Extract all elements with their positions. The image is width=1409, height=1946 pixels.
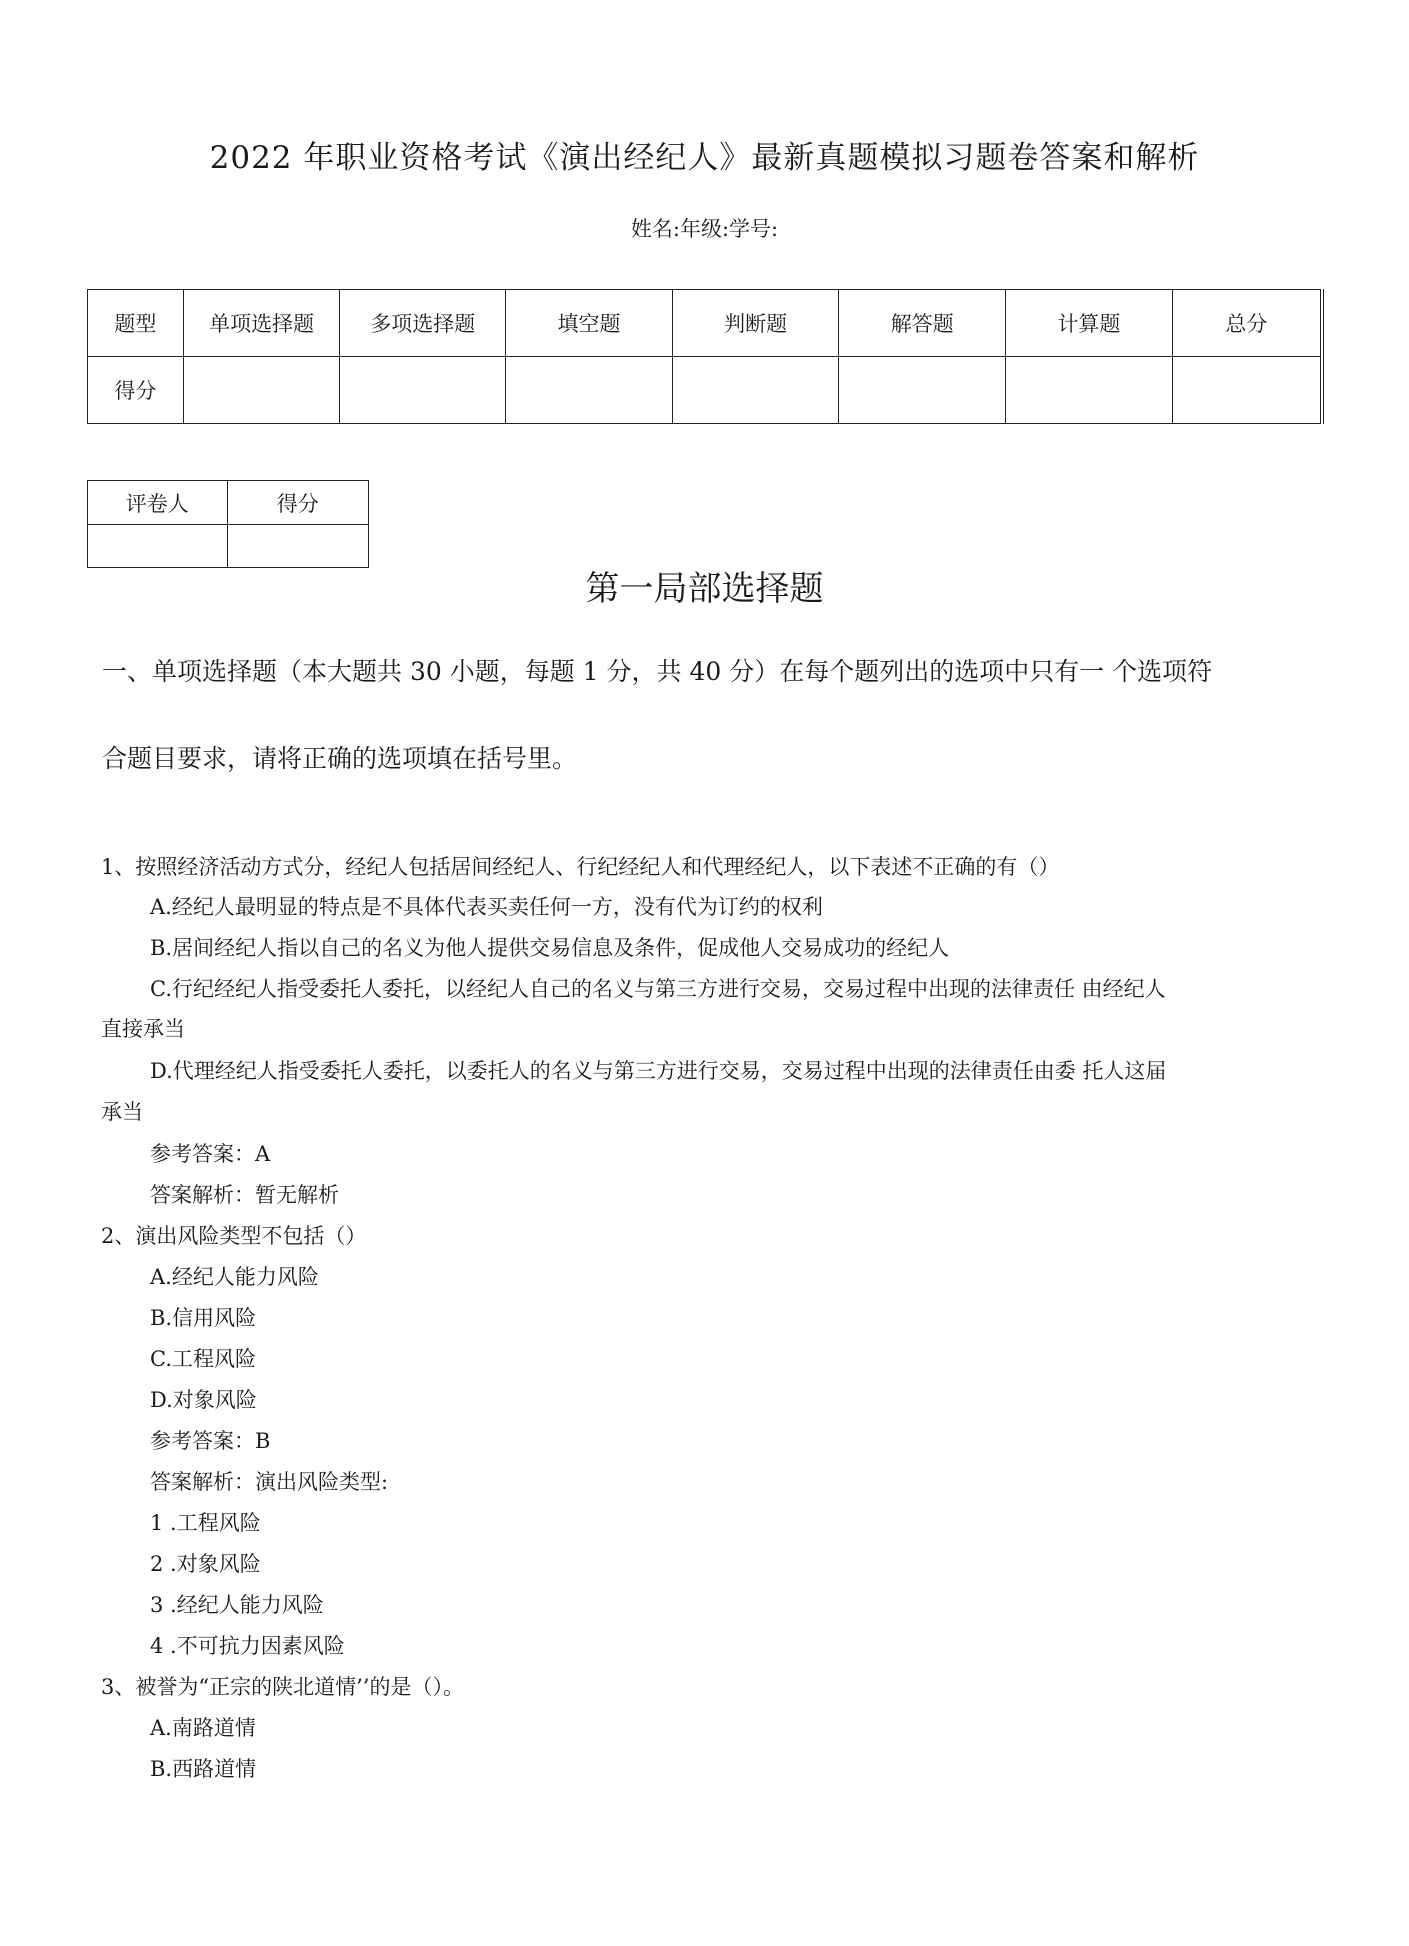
section-instruction-line-2: 合题目要求，请将正确的选项填在括号里。	[102, 744, 578, 773]
score-table	[87, 289, 1324, 424]
question-3-option-a: A.南路道情	[150, 1716, 256, 1740]
score-table-header-cell: 多项选择题	[340, 290, 506, 357]
question-2-analysis: 答案解析：演出风险类型:	[150, 1470, 389, 1494]
question-2-answer: 参考答案：B	[150, 1429, 271, 1453]
score-table-header-cell: 单项选择题	[183, 290, 340, 357]
question-1-option-d-cont: 承当	[101, 1100, 143, 1124]
score-table-score-row	[88, 357, 1323, 424]
score-table-header-row	[88, 290, 1323, 357]
score-table-header-cell: 填空题	[506, 290, 673, 357]
student-info-line: 姓名:年级:学号:	[630, 217, 779, 241]
question-3-option-b: B.西路道情	[150, 1757, 257, 1781]
document-title: 2022 年职业资格考试《演出经纪人》最新真题模拟习题卷答案和解析	[209, 140, 1200, 176]
question-2-option-c: C.工程风险	[150, 1347, 256, 1371]
section-title: 第一局部选择题	[585, 569, 824, 609]
question-2-analysis-item: 3 .经纪人能力风险	[150, 1593, 324, 1617]
score-table-header-cell: 判断题	[672, 290, 839, 357]
grader-table	[87, 480, 369, 568]
score-cell	[183, 357, 340, 424]
section-instruction-line-1: 一、单项选择题（本大题共 30 小题，每题 1 分，共 40 分）在每个题列出的选项中只有一 个选项符	[102, 657, 1213, 686]
score-table-header-cell: 解答题	[839, 290, 1006, 357]
question-1-option-c: C.行纪经纪人指受委托人委托，以经纪人自己的名义与第三方进行交易，交易过程中出现的法律责任 由经纪人	[150, 977, 1166, 1001]
question-1-answer: 参考答案：A	[150, 1142, 271, 1166]
grader-header-cell: 得分	[227, 481, 369, 525]
question-2-analysis-item: 1 .工程风险	[150, 1511, 261, 1535]
score-cell	[340, 357, 506, 424]
question-2-option-b: B.信用风险	[150, 1306, 257, 1330]
score-table-header-cell: 计算题	[1006, 290, 1173, 357]
question-2-option-d: D.对象风险	[150, 1388, 257, 1412]
score-row-label: 得分	[88, 357, 184, 424]
question-2-analysis-item: 2 .对象风险	[150, 1552, 261, 1576]
grader-header-cell: 评卷人	[88, 481, 228, 525]
score-cell	[672, 357, 839, 424]
score-cell	[839, 357, 1006, 424]
score-cell	[1006, 357, 1173, 424]
question-2-option-a: A.经纪人能力风险	[150, 1265, 319, 1289]
score-table-header-cell: 题型	[88, 290, 184, 357]
score-table-header-cell: 总分	[1172, 290, 1322, 357]
question-2-analysis-item: 4 .不可抗力因素风险	[150, 1634, 345, 1658]
question-1-option-c-cont: 直接承当	[101, 1017, 185, 1041]
question-3-stem: 3、被誉为“正宗的陕北道情’’的是（）。	[101, 1675, 464, 1699]
question-1-analysis: 答案解析：暂无解析	[150, 1183, 339, 1207]
score-cell	[506, 357, 673, 424]
question-1-option-b: B.居间经纪人指以自己的名义为他人提供交易信息及条件，促成他人交易成功的经纪人	[150, 936, 950, 960]
score-cell	[1172, 357, 1322, 424]
question-1-option-a: A.经纪人最明显的特点是不具体代表买卖任何一方，没有代为订约的权利	[150, 895, 823, 919]
question-2-stem: 2、演出风险类型不包括（）	[101, 1224, 367, 1248]
question-1-option-d: D.代理经纪人指受委托人委托，以委托人的名义与第三方进行交易，交易过程中出现的法律责任由委 托人这届	[150, 1059, 1167, 1083]
question-1-stem: 1、按照经济活动方式分，经纪人包括居间经纪人、行纪经纪人和代理经纪人，以下表述不正确的有（）	[101, 855, 1060, 879]
grader-table-header-row	[88, 481, 369, 525]
